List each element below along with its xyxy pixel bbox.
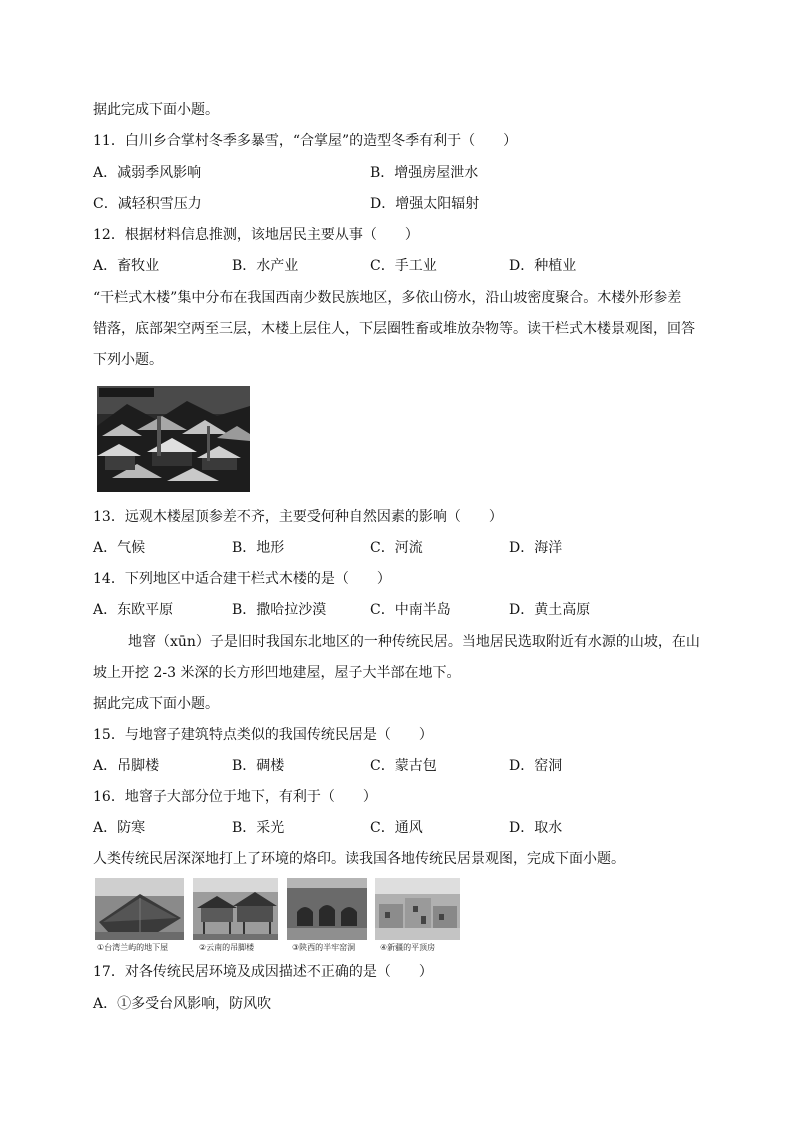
option-d: D．种植业: [509, 258, 577, 274]
option-a: A．吊脚楼: [93, 758, 160, 774]
option-c: C．通风: [370, 820, 423, 836]
option-c: C．蒙古包: [370, 758, 437, 774]
option-d: D．海洋: [509, 540, 563, 556]
intro-text-2: 据此完成下面小题。: [93, 696, 219, 712]
question-stem: 13．远观木楼屋顶参差不齐，主要受何种自然因素的影响（ ）: [93, 509, 503, 525]
passage-line: 下列小题。: [93, 352, 163, 368]
option-b: B．地形: [232, 540, 285, 556]
option-c: C．手工业: [370, 258, 437, 274]
option-c: C．河流: [370, 540, 423, 556]
question-stem: 16．地窨子大部分位于地下，有利于（ ）: [93, 789, 377, 805]
passage-line: 地窨（xūn）子是旧时我国东北地区的一种传统民居。当地居民选取附近有水源的山坡，在山: [128, 634, 700, 650]
option-b: B．碉楼: [232, 758, 285, 774]
option-a: A．东欧平原: [93, 602, 174, 618]
passage-line: “干栏式木楼”集中分布在我国西南少数民族地区，多依山傍水，沿山坡密度聚合。木楼外形参差: [93, 290, 682, 306]
photo-caption: ②云南的吊脚楼: [199, 943, 255, 952]
question-stem: 14．下列地区中适合建干栏式木楼的是（ ）: [93, 571, 391, 587]
photo-shaanxi-cave-dwelling: [287, 878, 367, 940]
option-d: D．黄土高原: [509, 602, 591, 618]
ganlan-woodhouse-photo: [97, 386, 250, 492]
option-a: A．①多受台风影响，防风吹: [93, 996, 272, 1012]
option-b: B．水产业: [232, 258, 299, 274]
question-stem: 12．根据材料信息推测，该地居民主要从事（ ）: [93, 227, 419, 243]
passage-minju: 人类传统民居深深地打上了环境的烙印。读我国各地传统民居景观图，完成下面小题。: [93, 851, 625, 867]
photo-yunnan-stilt-house: [193, 878, 278, 940]
option-b: B．增强房屋泄水: [370, 165, 479, 181]
option-c: C．减轻积雪压力: [93, 196, 202, 212]
passage-line: 坡上开挖 2-3 米深的长方形凹地建屋，屋子大半部在地下。: [93, 665, 461, 681]
option-a: A．气候: [93, 540, 146, 556]
intro-text-1: 据此完成下面小题。: [93, 102, 219, 118]
photo-caption: ④新疆的平顶房: [380, 943, 436, 952]
photo-caption: ①台湾兰屿的地下屋: [97, 943, 169, 952]
question-stem: 11．白川乡合掌村冬季多暴雪，“合掌屋”的造型冬季有利于（ ）: [93, 133, 518, 149]
option-b: B．撒哈拉沙漠: [232, 602, 327, 618]
option-a: A．畜牧业: [93, 258, 160, 274]
photo-xinjiang-flat-roof-house: [375, 878, 460, 940]
option-d: D．窑洞: [509, 758, 563, 774]
photo-caption: ③陕西的半牢窑洞: [292, 943, 356, 952]
passage-line: 错落，底部架空两至三层，木楼上层住人，下层圈牲畜或堆放杂物等。读干栏式木楼景观图，回答: [93, 321, 695, 337]
option-b: B．采光: [232, 820, 285, 836]
photo-taiwan-underground-house: [95, 878, 184, 940]
option-a: A．防寒: [93, 820, 146, 836]
option-c: C．中南半岛: [370, 602, 451, 618]
option-a: A．减弱季风影响: [93, 165, 202, 181]
question-stem: 15．与地窨子建筑特点类似的我国传统民居是（ ）: [93, 727, 433, 743]
question-stem: 17．对各传统民居环境及成因描述不正确的是（ ）: [93, 964, 433, 980]
option-d: D．增强太阳辐射: [370, 196, 480, 212]
option-d: D．取水: [509, 820, 563, 836]
